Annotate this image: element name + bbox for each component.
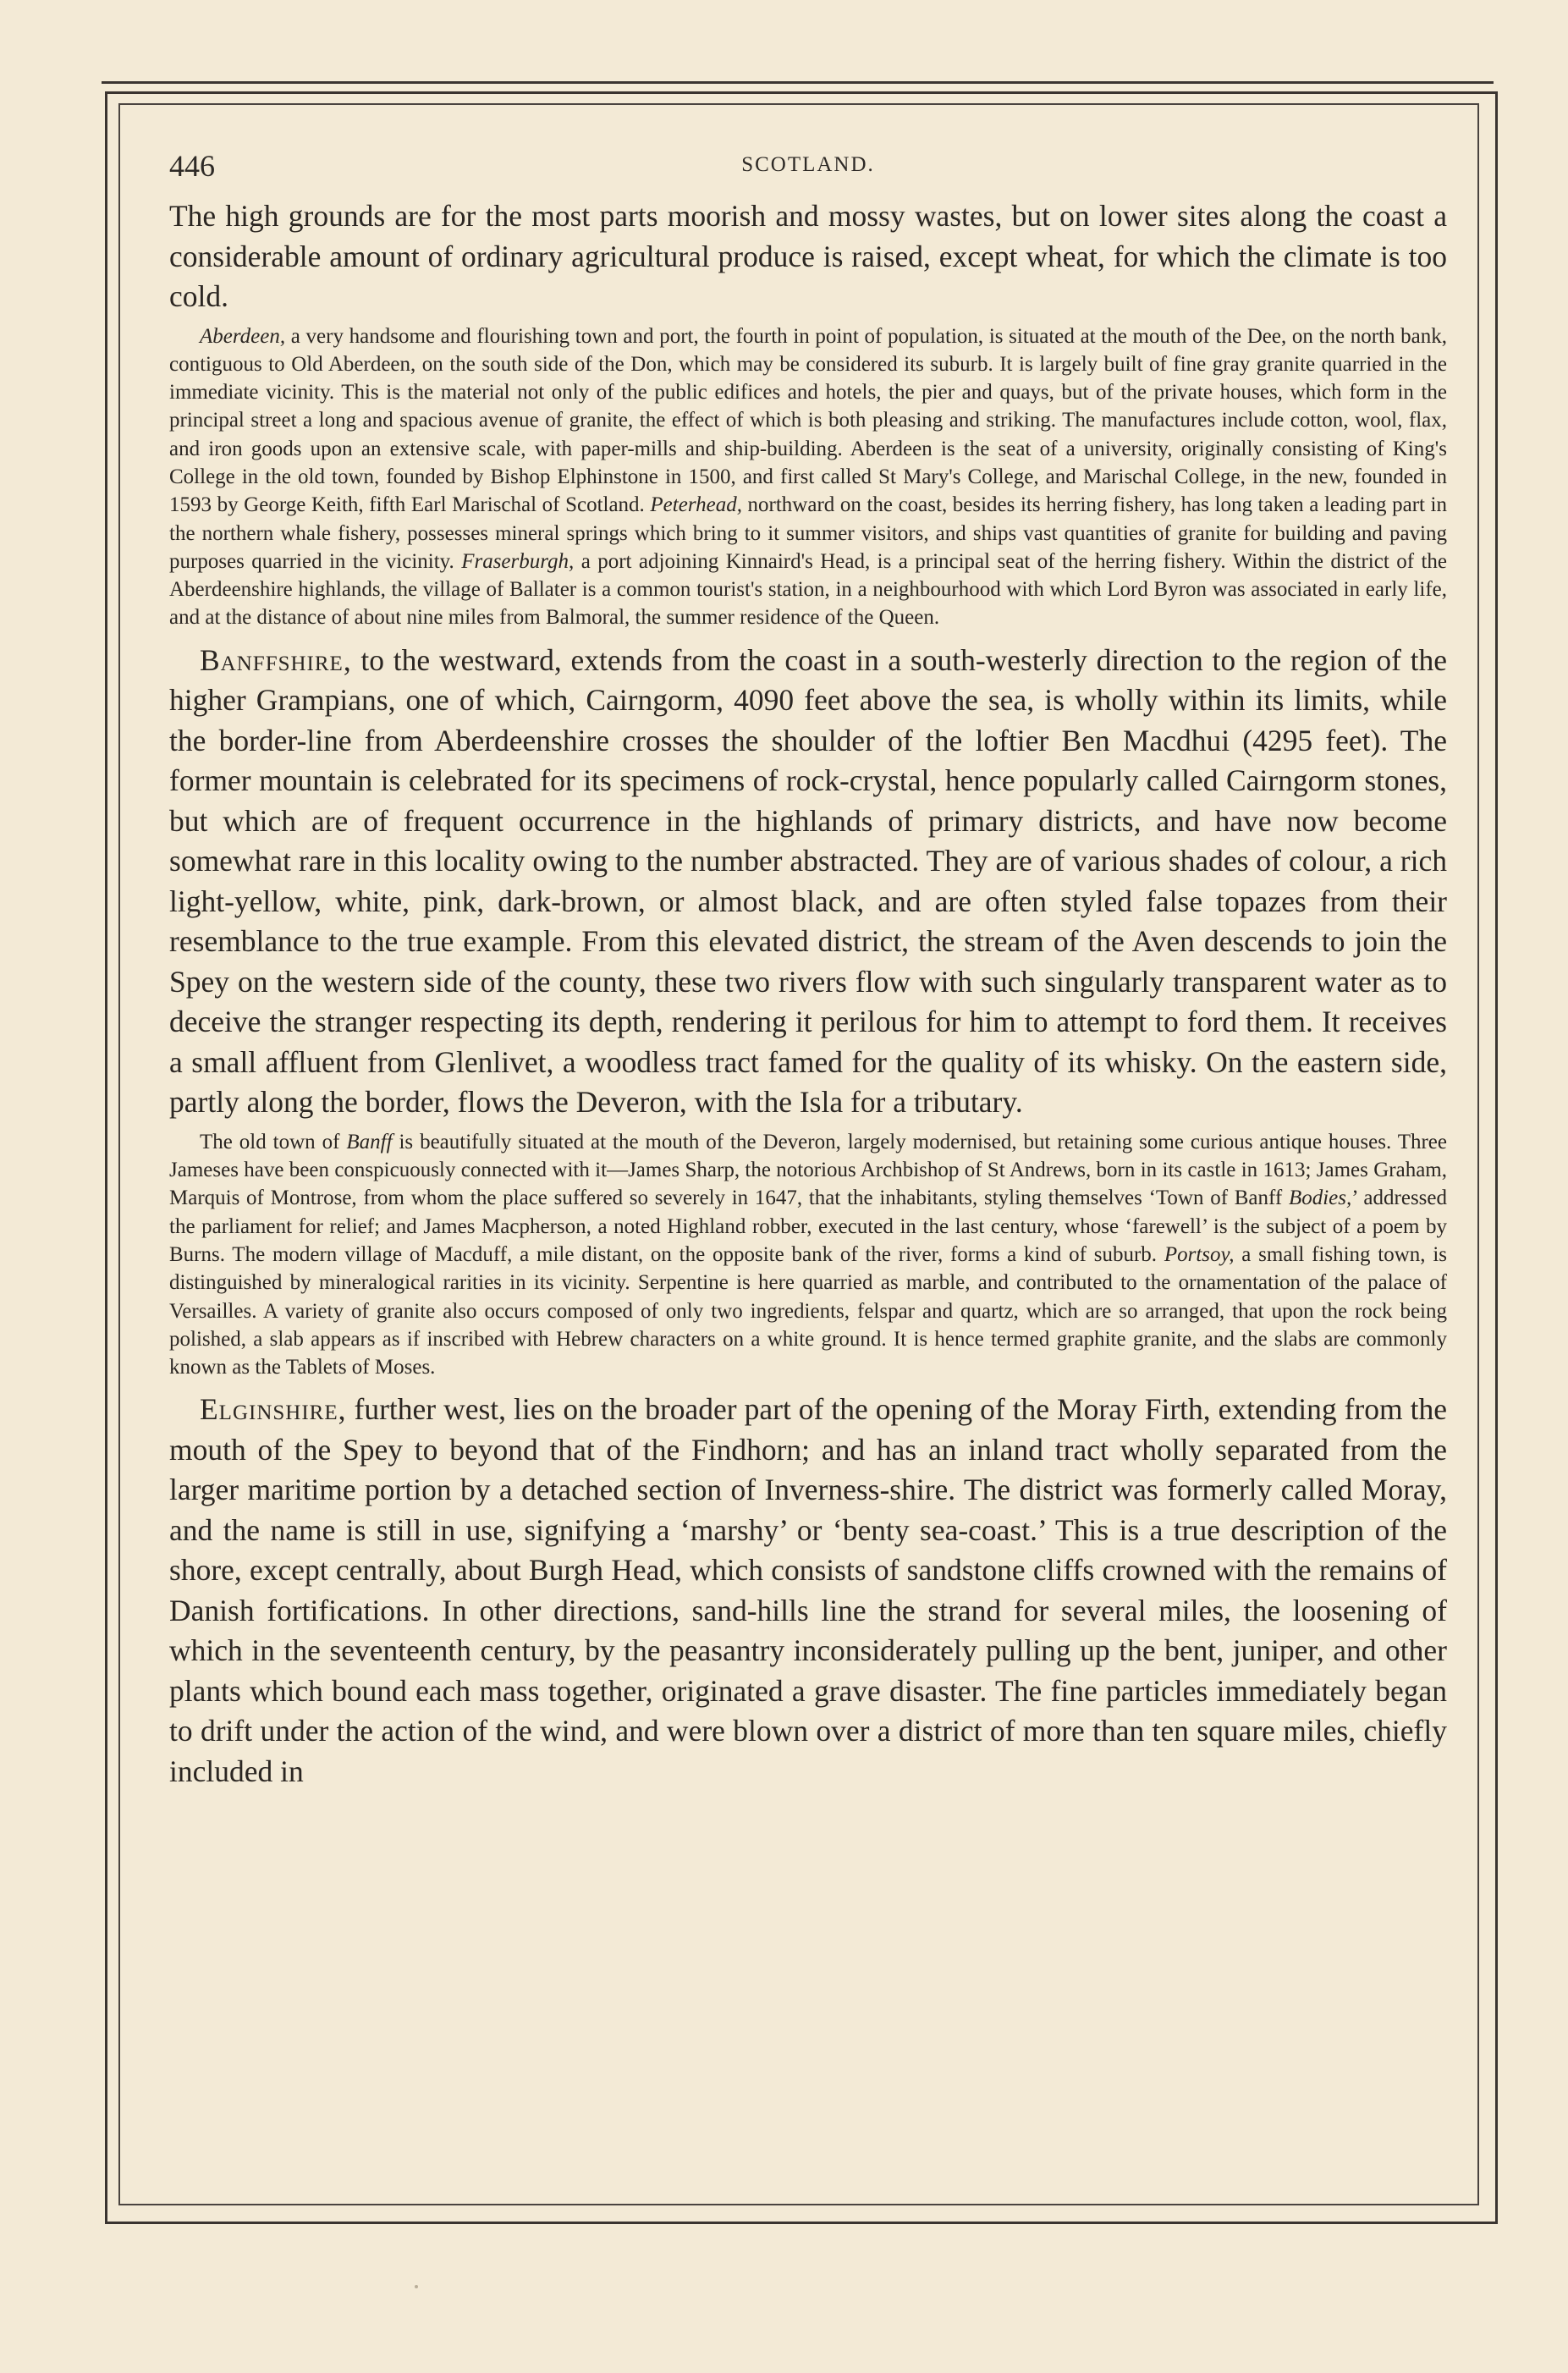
ink-speck xyxy=(415,2285,418,2288)
county-banffshire: Banffshire, xyxy=(200,642,352,677)
place-fraserburgh: Fraserburgh, xyxy=(461,549,575,573)
page-body xyxy=(169,196,1447,1797)
paragraph-high-grounds: The high grounds are for the most parts moorish and mossy wastes, but on lower sites along the coast a considerable amount of ordinary agricultural produce is raised, except wheat, for which the climate is too cold. xyxy=(169,199,1447,313)
top-rule xyxy=(102,81,1494,84)
page-number: 446 xyxy=(169,149,215,183)
place-banff: Banff xyxy=(346,1130,393,1153)
paragraph-banff xyxy=(169,1128,1447,1382)
banffshire-text: to the westward, extends from the coast in a south-westerly direction to the region of the higher Grampians, one of which, Cairngorm, 4090 feet above the sea, is wholly within its limits, while the border-line from Aberdeenshire crosses the shoulder of the loftier Ben Macdhui (4295 feet). The former mountain is celebrated for its specimens of rock-crystal, hence popularly called Cairngorm stones, but which are of frequent occurrence in the highlands of primary districts, and have now become somewhat rare in this locality owing to the number abstracted. They are of various shades of colour, a rich light-yellow, white, pink, dark-brown, or almost black, and are often styled false topazes from their resemblance to the true example. From this elevated district, the stream of the Aven descends to join the Spey on the western side of the county, these two rivers flow with such singularly transparent water as to deceive the stranger respecting its depth, rendering it perilous for him to attempt to ford them. It receives a small affluent from Glenlivet, a woodless tract famed for the quality of its whisky. On the eastern side, partly along the border, flows the Deveron, with the Isla for a tributary. xyxy=(169,642,1447,1120)
aberdeen-text-1: a very handsome and flourishing town and port, the fourth in point of population, is situated at the mouth of the Dee, on the north bank, contiguous to Old Aberdeen, on the south side of the Don, which may be considered its suburb. It is largely built of fine gray granite quarried in the immediate vicinity. This is the material not only of the public edifices and hotels, the pier and quays, but of the private houses, which form in the principal street a long and spacious avenue of granite, the effect of which is both pleasing and striking. The manufactures include cotton, wool, flax, and iron goods upon an extensive scale, with paper-mills and ship-building. Aberdeen is the seat of a university, originally consisting of King's College in the old town, founded by Bishop Elphinstone in 1500, and first called St Mary's College, and Marischal College, in the new, founded in 1593 by George Keith, fifth Earl Marischal of Scotland. xyxy=(169,324,1447,517)
place-peterhead: Peterhead, xyxy=(650,493,742,517)
elginshire-text: further west, lies on the broader part of the opening of the Moray Firth, extending from the mouth of the Spey to beyond that of the Findhorn; and has an inland tract wholly separated from the larger maritime portion by a detached section of Inverness-shire. The district was formerly called Moray, and the name is still in use, signifying a ‘marshy’ or ‘benty sea-coast.’ This is a true description of the shore, except centrally, about Burgh Head, which consists of sandstone cliffs crowned with the remains of Danish fortifications. In other directions, sand-hills line the strand for several miles, the loosening of which in the seventeenth century, by the peasantry inconsiderately pulling up the bent, juniper, and other plants which bound each mass together, originated a grave disaster. The fine particles immediately began to drift under the action of the wind, and were blown over a district of more than ten square miles, chiefly included in xyxy=(169,1392,1447,1788)
paragraph-banffshire xyxy=(169,641,1447,1123)
page-header xyxy=(169,148,1447,190)
banff-text-2: is beautifully situated at the mouth of the Deveron, largely modernised, but retaining some curious antique houses. Three Jameses have been conspicuously connected with it—James Sharp, the notorious Archbishop of St Andrews, born in its castle in 1613; James Graham, Marquis of Montrose, from whom the place suffered so severely in 1647, that the inhabitants, styling themselves ‘Town of Banff xyxy=(169,1130,1447,1210)
banff-text-3: ’ addressed the parliament for relief; and James Macpherson, a noted Highland robber, executed in the last century, whose ‘farewell’ is the subject of a poem by Burns. The modern village of Macduff, a mile distant, on the opposite bank of the river, forms a kind of suburb. xyxy=(169,1186,1447,1266)
place-portsoy: Portsoy, xyxy=(1164,1242,1235,1266)
paragraph-aberdeen xyxy=(169,322,1447,632)
running-head: SCOTLAND. xyxy=(741,153,875,176)
county-elginshire: Elginshire, xyxy=(200,1392,347,1427)
term-bodies: Bodies, xyxy=(1288,1186,1352,1210)
paragraph-elginshire xyxy=(169,1390,1447,1792)
place-aberdeen: Aberdeen, xyxy=(200,324,286,348)
banff-text-1: The old town of xyxy=(200,1130,347,1153)
aberdeen-text-2: northward on the coast, besides its herring fishery, has long taken a leading part in the northern whale fishery, possesses mineral springs which bring to it summer visitors, and ships vast quantities of granite for building and paving purposes quarried in the vicinity. xyxy=(169,493,1448,573)
aberdeen-text-3: a port adjoining Kinnaird's Head, is a principal seat of the herring fishery. Within the district of the Aberdeenshire highlands, the village of Ballater is a common tourist's station, in a neighbourhood with which Lord Byron was associated in early life, and at the distance of about nine miles from Balmoral, the summer residence of the Queen. xyxy=(169,549,1447,630)
banff-text-4: a small fishing town, is distinguished by mineralogical rarities in its vicinity. Serpentine is here quarried as marble, and contributed to the ornamentation of the palace of Versailles. A variety of granite also occurs composed of only two ingredients, felspar and quartz, which are so arranged, that upon the rock being polished, a slab appears as if inscribed with Hebrew characters on a white ground. It is hence termed graphite granite, and the slabs are commonly known as the Tablets of Moses. xyxy=(169,1242,1447,1379)
